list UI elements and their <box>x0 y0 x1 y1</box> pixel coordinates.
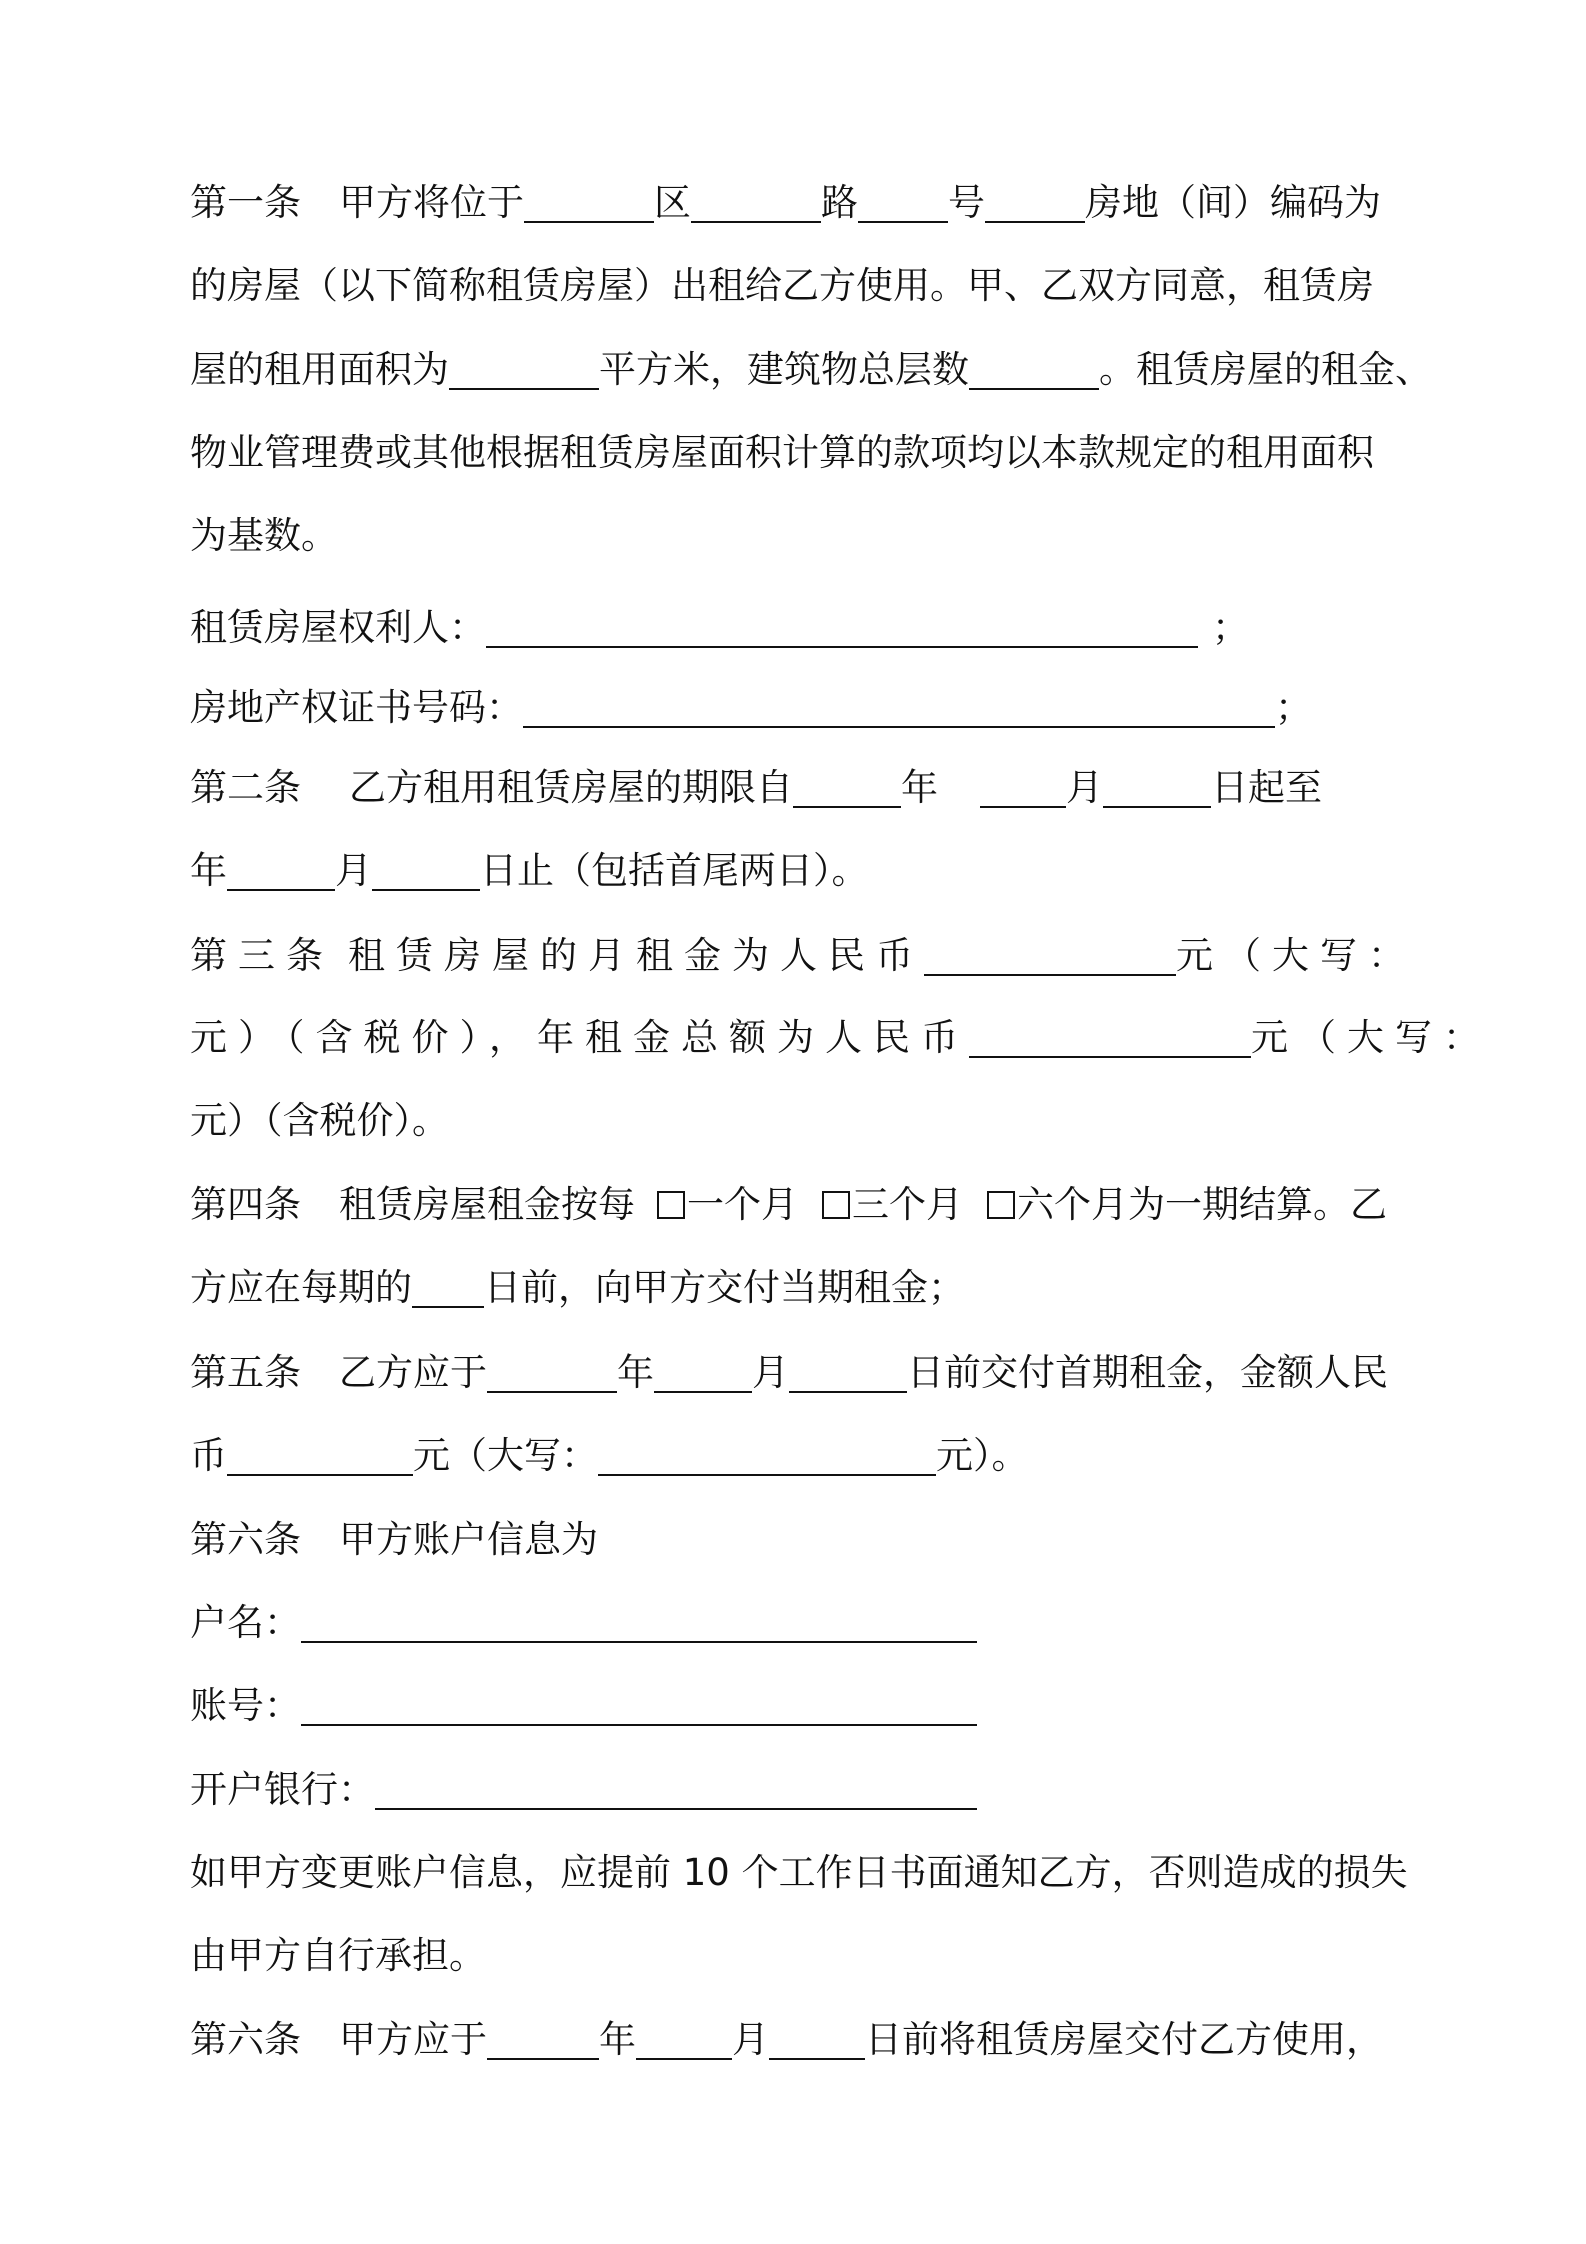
one-month-label: 一个月 <box>687 1183 798 1226</box>
first-pay-month-blank[interactable] <box>654 1357 752 1393</box>
floors-label: 平方米，建筑物总层数 <box>599 348 969 391</box>
three-month-label: 三个月 <box>852 1183 963 1226</box>
number-label: 号 <box>948 181 985 224</box>
account-name-label: 户名： <box>190 1601 301 1644</box>
six-month-checkbox[interactable] <box>987 1191 1015 1219</box>
end-day-label: 日止（包括首尾两日）。 <box>480 849 869 892</box>
three-month-checkbox[interactable] <box>822 1191 850 1219</box>
first-pay-day-blank[interactable] <box>789 1357 907 1393</box>
article-6-label: 第六条 <box>190 1518 301 1561</box>
bank-label: 开户银行： <box>190 1768 375 1811</box>
first-pay-tail: 元）。 <box>936 1434 1029 1477</box>
owner-line <box>190 605 1249 651</box>
cert-blank[interactable] <box>523 692 1275 728</box>
delivery-month-blank[interactable] <box>636 2024 732 2060</box>
article-3-line-1 <box>190 933 1416 979</box>
account-name-blank[interactable] <box>301 1607 977 1643</box>
end-month-blank[interactable] <box>372 855 480 891</box>
article-1-label: 第一条 <box>190 181 301 224</box>
area-blank[interactable] <box>449 354 599 390</box>
article-7-line-1 <box>190 2017 1383 2063</box>
article-4-line-2 <box>190 1265 965 1311</box>
end-year-blank[interactable] <box>227 855 335 891</box>
area-label: 屋的租用面积为 <box>190 348 449 391</box>
start-month-label: 月 <box>1066 766 1103 809</box>
article-5-label: 第五条 <box>190 1351 301 1394</box>
start-month-blank[interactable] <box>980 772 1066 808</box>
bank-blank[interactable] <box>375 1774 977 1810</box>
first-pay-month-label: 月 <box>752 1351 789 1394</box>
article-1-line-2: 的房屋（以下简称租赁房屋）出租给乙方使用。甲、乙双方同意，租赁房 <box>190 264 1374 307</box>
monthly-rent-label: 元（大写： <box>1176 934 1416 977</box>
bank-line <box>190 1767 977 1813</box>
delivery-year-blank[interactable] <box>487 2024 599 2060</box>
owner-end: ； <box>1212 606 1249 649</box>
delivery-text: 甲方应于 <box>339 2018 487 2061</box>
payment-day-blank[interactable] <box>412 1272 484 1308</box>
number-blank-left[interactable] <box>858 187 948 223</box>
article-1-line-1 <box>190 180 1381 226</box>
article-5-line-1 <box>190 1350 1388 1396</box>
district-blank[interactable] <box>524 187 654 223</box>
article-3-text: 租赁房屋的月租金为人民币 <box>348 934 924 977</box>
account-notice-line-1: 如甲方变更账户信息，应提前 10 个工作日书面通知乙方，否则造成的损失 <box>190 1851 1408 1894</box>
first-pay-uppercase-blank[interactable] <box>598 1440 936 1476</box>
delivery-day-blank[interactable] <box>769 2024 865 2060</box>
number-blank-right[interactable] <box>985 187 1085 223</box>
start-day-blank[interactable] <box>1103 772 1211 808</box>
start-year-blank[interactable] <box>793 772 901 808</box>
article-1-line-5: 为基数。 <box>190 514 338 557</box>
district-label: 区 <box>654 181 691 224</box>
delivery-day-label: 日前将租赁房屋交付乙方使用， <box>865 2018 1383 2061</box>
owner-blank[interactable] <box>486 612 1198 648</box>
article-2-text: 乙方租用租赁房屋的期限自 <box>349 766 793 809</box>
article-1-line-4: 物业管理费或其他根据租赁房屋面积计算的款项均以本款规定的租用面积 <box>190 431 1374 474</box>
article-1-text: 甲方将位于 <box>339 181 524 224</box>
first-pay-amount-blank[interactable] <box>227 1440 413 1476</box>
first-pay-uppercase-label: 元（大写： <box>413 1434 598 1477</box>
one-month-checkbox[interactable] <box>657 1191 685 1219</box>
road-blank[interactable] <box>691 187 821 223</box>
delivery-month-label: 月 <box>732 2018 769 2061</box>
first-pay-year-blank[interactable] <box>487 1357 617 1393</box>
article-2-line-1 <box>190 765 1322 811</box>
road-label: 路 <box>821 181 858 224</box>
start-year-label: 年 <box>901 766 938 809</box>
delivery-year-label: 年 <box>599 2018 636 2061</box>
account-name-line <box>190 1600 977 1646</box>
account-number-blank[interactable] <box>301 1690 977 1726</box>
cert-end: ； <box>1275 686 1312 729</box>
account-number-line <box>190 1683 977 1729</box>
floors-blank[interactable] <box>969 354 1099 390</box>
article-2-label: 第二条 <box>190 766 301 809</box>
payment-day-text: 方应在每期的 <box>190 1266 412 1309</box>
article-4-label: 第四条 <box>190 1183 301 1226</box>
article-3-label: 第三条 <box>190 934 334 977</box>
article-4-text: 租赁房屋租金按每 <box>339 1183 635 1226</box>
payment-day-tail: 日前，向甲方交付当期租金； <box>484 1266 965 1309</box>
start-day-label: 日起至 <box>1211 766 1322 809</box>
annual-rent-blank[interactable] <box>969 1022 1251 1058</box>
first-pay-amount-label: 币 <box>190 1434 227 1477</box>
article-7-label: 第六条 <box>190 2018 301 2061</box>
annual-rent-text: 元）（含税价），年租金总额为人民币 <box>190 1016 969 1059</box>
article-3-line-3: 元）（含税价）。 <box>190 1099 449 1142</box>
first-pay-day-label: 日前交付首期租金，金额人民 <box>907 1351 1388 1394</box>
account-number-label: 账号： <box>190 1684 301 1727</box>
account-notice-line-2: 由甲方自行承担。 <box>190 1934 486 1977</box>
article-3-line-2 <box>190 1015 1491 1061</box>
owner-label: 租赁房屋权利人： <box>190 606 486 649</box>
monthly-rent-blank[interactable] <box>924 940 1176 976</box>
first-pay-year-label: 年 <box>617 1351 654 1394</box>
article-6-line-1 <box>190 1517 598 1563</box>
account-info-title: 甲方账户信息为 <box>339 1518 598 1561</box>
article-1-line-3 <box>190 347 1432 393</box>
annual-rent-label: 元（大写： <box>1251 1016 1491 1059</box>
end-month-label: 月 <box>335 849 372 892</box>
property-code-label: 房地（间）编码为 <box>1085 181 1381 224</box>
six-month-label: 六个月为一期结算。乙 <box>1017 1183 1387 1226</box>
article-2-line-2 <box>190 848 869 894</box>
cert-line <box>190 685 1312 731</box>
article-4-line-1 <box>190 1182 1387 1228</box>
article-1-line-3-tail: 。租赁房屋的租金、 <box>1099 348 1432 391</box>
end-year-label: 年 <box>190 849 227 892</box>
cert-label: 房地产权证书号码： <box>190 686 523 729</box>
article-5-text: 乙方应于 <box>339 1351 487 1394</box>
article-5-line-2 <box>190 1433 1029 1479</box>
